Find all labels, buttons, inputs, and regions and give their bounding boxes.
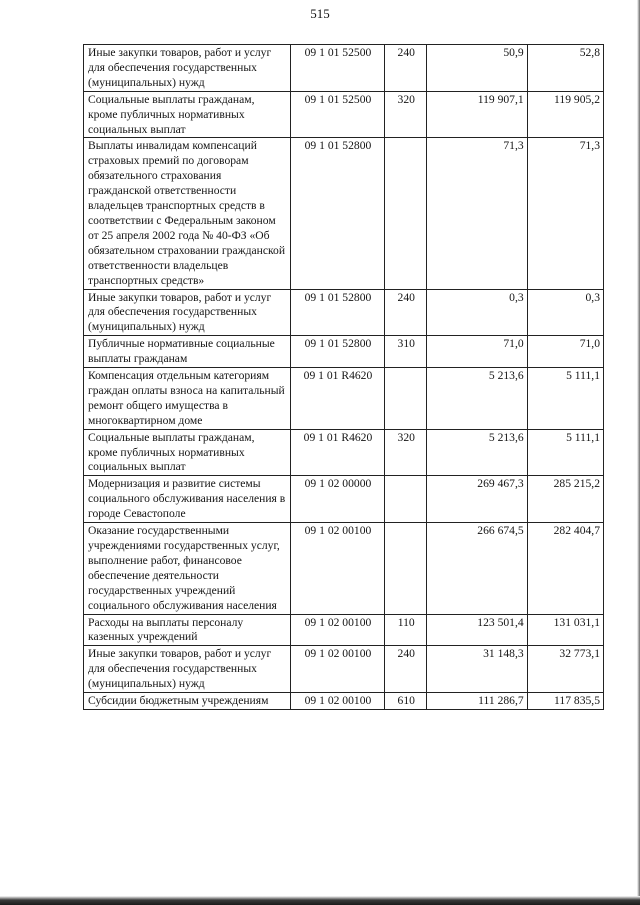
expense-type-code: 240 (385, 45, 427, 92)
expense-type-code (385, 138, 427, 289)
table-row (84, 693, 604, 710)
table-row (84, 336, 604, 368)
target-article-code: 09 1 01 52800 (290, 138, 384, 289)
page-number: 515 (310, 6, 330, 21)
table-row (84, 476, 604, 523)
expense-type-code: 240 (385, 646, 427, 693)
target-article-code: 09 1 01 52500 (290, 45, 384, 92)
expense-type-code: 110 (385, 614, 427, 646)
table-row (84, 429, 604, 476)
amount-year-2: 71,3 (527, 138, 603, 289)
target-article-code: 09 1 01 52800 (290, 336, 384, 368)
table-row (84, 646, 604, 693)
expense-type-code: 320 (385, 91, 427, 138)
expense-name: Компенсация отдельным категориям граждан оплаты взноса на капитальный ремонт общего имущества в многоквартирном доме (84, 368, 291, 430)
budget-table (83, 44, 604, 710)
expense-type-code: 240 (385, 289, 427, 336)
expense-type-code: 310 (385, 336, 427, 368)
target-article-code: 09 1 02 00100 (290, 693, 384, 710)
expense-name: Социальные выплаты гражданам, кроме публичных нормативных социальных выплат (84, 429, 291, 476)
amount-year-1: 5 213,6 (427, 429, 527, 476)
amount-year-1: 111 286,7 (427, 693, 527, 710)
amount-year-2: 0,3 (527, 289, 603, 336)
expense-name: Иные закупки товаров, работ и услуг для обеспечения государственных (муниципальных) нужд (84, 45, 291, 92)
amount-year-1: 5 213,6 (427, 368, 527, 430)
amount-year-1: 31 148,3 (427, 646, 527, 693)
scan-bottom-edge (0, 896, 640, 905)
amount-year-2: 117 835,5 (527, 693, 603, 710)
amount-year-2: 32 773,1 (527, 646, 603, 693)
amount-year-2: 52,8 (527, 45, 603, 92)
target-article-code: 09 1 02 00100 (290, 646, 384, 693)
amount-year-1: 266 674,5 (427, 523, 527, 614)
table-row (84, 45, 604, 92)
target-article-code: 09 1 02 00100 (290, 614, 384, 646)
amount-year-2: 285 215,2 (527, 476, 603, 523)
expense-name: Выплаты инвалидам компенсаций страховых премий по договорам обязательного страхования гражданской ответственности владельцев транспортных средств в соответствии с Федеральным законом от 25 апреля 2002 года № 40-ФЗ «Об обязательном страховании гражданской ответственности владельцев транспортных средств» (84, 138, 291, 289)
target-article-code: 09 1 01 R4620 (290, 368, 384, 430)
table-row (84, 138, 604, 289)
amount-year-1: 50,9 (427, 45, 527, 92)
amount-year-2: 5 111,1 (527, 368, 603, 430)
amount-year-1: 123 501,4 (427, 614, 527, 646)
expense-name: Расходы на выплаты персоналу казенных учреждений (84, 614, 291, 646)
expense-name: Социальные выплаты гражданам, кроме публичных нормативных социальных выплат (84, 91, 291, 138)
target-article-code: 09 1 02 00000 (290, 476, 384, 523)
expense-type-code: 610 (385, 693, 427, 710)
amount-year-2: 282 404,7 (527, 523, 603, 614)
expense-name: Модернизация и развитие системы социального обслуживания населения в городе Севастополе (84, 476, 291, 523)
amount-year-1: 71,0 (427, 336, 527, 368)
expense-name: Публичные нормативные социальные выплаты гражданам (84, 336, 291, 368)
target-article-code: 09 1 01 R4620 (290, 429, 384, 476)
table-row (84, 368, 604, 430)
amount-year-2: 119 905,2 (527, 91, 603, 138)
amount-year-1: 0,3 (427, 289, 527, 336)
expense-name: Иные закупки товаров, работ и услуг для обеспечения государственных (муниципальных) нужд (84, 289, 291, 336)
expense-name: Субсидии бюджетным учреждениям (84, 693, 291, 710)
amount-year-2: 71,0 (527, 336, 603, 368)
table-row (84, 523, 604, 614)
target-article-code: 09 1 02 00100 (290, 523, 384, 614)
expense-type-code (385, 476, 427, 523)
target-article-code: 09 1 01 52500 (290, 91, 384, 138)
table-row (84, 289, 604, 336)
expense-type-code (385, 368, 427, 430)
table-row (84, 91, 604, 138)
amount-year-2: 5 111,1 (527, 429, 603, 476)
expense-type-code: 320 (385, 429, 427, 476)
expense-name: Оказание государственными учреждениями государственных услуг, выполнение работ, финансовое обеспечение деятельности государственных учреждений социального обслуживания населения (84, 523, 291, 614)
amount-year-1: 119 907,1 (427, 91, 527, 138)
amount-year-1: 269 467,3 (427, 476, 527, 523)
target-article-code: 09 1 01 52800 (290, 289, 384, 336)
expense-name: Иные закупки товаров, работ и услуг для обеспечения государственных (муниципальных) нужд (84, 646, 291, 693)
table-row (84, 614, 604, 646)
amount-year-1: 71,3 (427, 138, 527, 289)
amount-year-2: 131 031,1 (527, 614, 603, 646)
expense-type-code (385, 523, 427, 614)
